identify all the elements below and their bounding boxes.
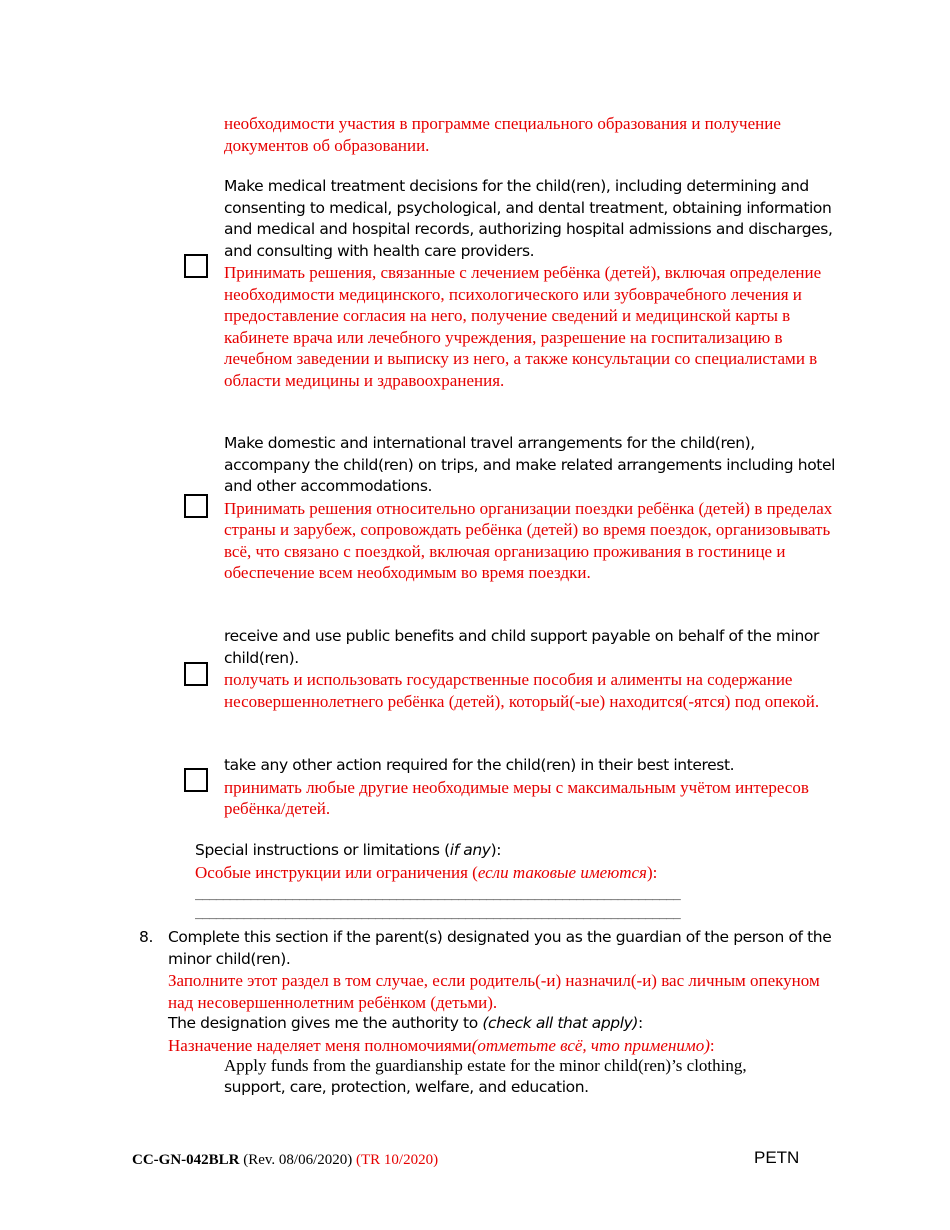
section-8-title-en: Complete this section if the parent(s) designated you as the guardian of the person of the minor child(ren).	[168, 928, 832, 968]
item-travel	[224, 433, 844, 584]
item-medical-ru: Принимать решения, связанные с лечением ребёнка (детей), включая определение необходимости медицинского, психологического или зубоврачебного лечения и предоставление согласия на него, получение сведений и медицинской карты в кабинете врача или лечебного учреждения, разрешение на госпитализацию в лечебном заведении и выписку из него, а также консультации со специалистами в области медицины и здравоохранения.	[224, 263, 822, 390]
item-benefits	[224, 626, 844, 712]
form-revision: (Rev. 08/06/2020)	[243, 1152, 353, 1168]
special-instructions-line-1[interactable]: ______________________________________________________________________	[195, 886, 680, 901]
item-medical	[224, 176, 844, 391]
item-travel-ru: Принимать решения относительно организации поездки ребёнка (детей) в пределах страны и зарубеж, сопровождать ребёнка (детей) во время поездок, организовывать всё, что связано с поездкой, включая организацию проживания в гостинице и обеспечение всем необходимым во время поездки.	[224, 498, 833, 582]
form-footer	[132, 1152, 438, 1169]
form-id: CC-GN-042BLR	[132, 1152, 240, 1168]
intro-russian-text: необходимости участия в программе специального образования и получение документов об образовании.	[224, 114, 781, 155]
authority-label-en: The designation gives me the authority to (check all that apply):	[168, 1014, 643, 1032]
item-other-action	[224, 755, 844, 820]
checkbox-benefits[interactable]	[184, 662, 208, 686]
special-instructions-line-2[interactable]: ______________________________________________________________________	[195, 905, 680, 920]
section-8	[168, 927, 838, 1056]
item-benefits-en: receive and use public benefits and child support payable on behalf of the minor child(ren).	[224, 627, 819, 667]
checkbox-other-action[interactable]	[184, 768, 208, 792]
section-8-title-ru: Заполните этот раздел в том случае, если родитель(-и) назначил(-и) вас личным опекуном над несовершеннолетним ребёнком (детьми).	[168, 971, 820, 1012]
item-medical-en: Make medical treatment decisions for the child(ren), including determining and consenting to medical, psychological, and dental treatment, obtaining information and medical and hospital records, authorizing hospital admissions and discharges, and consulting with health care providers.	[224, 177, 833, 260]
authority-label-ru: Назначение наделяет меня полномочиями(отметьте всё, что применимо):	[168, 1035, 715, 1055]
form-translation-date: (TR 10/2020)	[356, 1152, 439, 1168]
apply-funds-text-line1: Apply funds from the guardianship estate for the minor child(ren)’s clothing,	[224, 1056, 747, 1075]
special-instructions-label-en: Special instructions or limitations (if any):	[195, 841, 502, 859]
item-benefits-ru: получать и использовать государственные пособия и алименты на содержание несовершеннолетнего ребёнка (детей), который(-ые) находится(-ятся) под опекой.	[224, 670, 820, 711]
checkbox-travel[interactable]	[184, 494, 208, 518]
special-instructions-label-ru: Особые инструкции или ограничения (если таковые имеются):	[195, 862, 658, 882]
checkbox-medical[interactable]	[184, 254, 208, 278]
apply-funds-item	[224, 1055, 844, 1098]
item-other-action-ru: принимать любые другие необходимые меры с максимальным учётом интересов ребёнка/детей.	[224, 777, 809, 818]
special-instructions	[195, 840, 845, 923]
form-code: PETN	[754, 1148, 800, 1167]
apply-funds-text-line2: support, care, protection, welfare, and education.	[224, 1077, 589, 1096]
item-travel-en: Make domestic and international travel arrangements for the child(ren), accompany the child(ren) on trips, and make related arrangements including hotel and other accommodations.	[224, 434, 835, 495]
item-other-action-en: take any other action required for the child(ren) in their best interest.	[224, 756, 735, 774]
section-8-number: 8.	[139, 928, 153, 946]
